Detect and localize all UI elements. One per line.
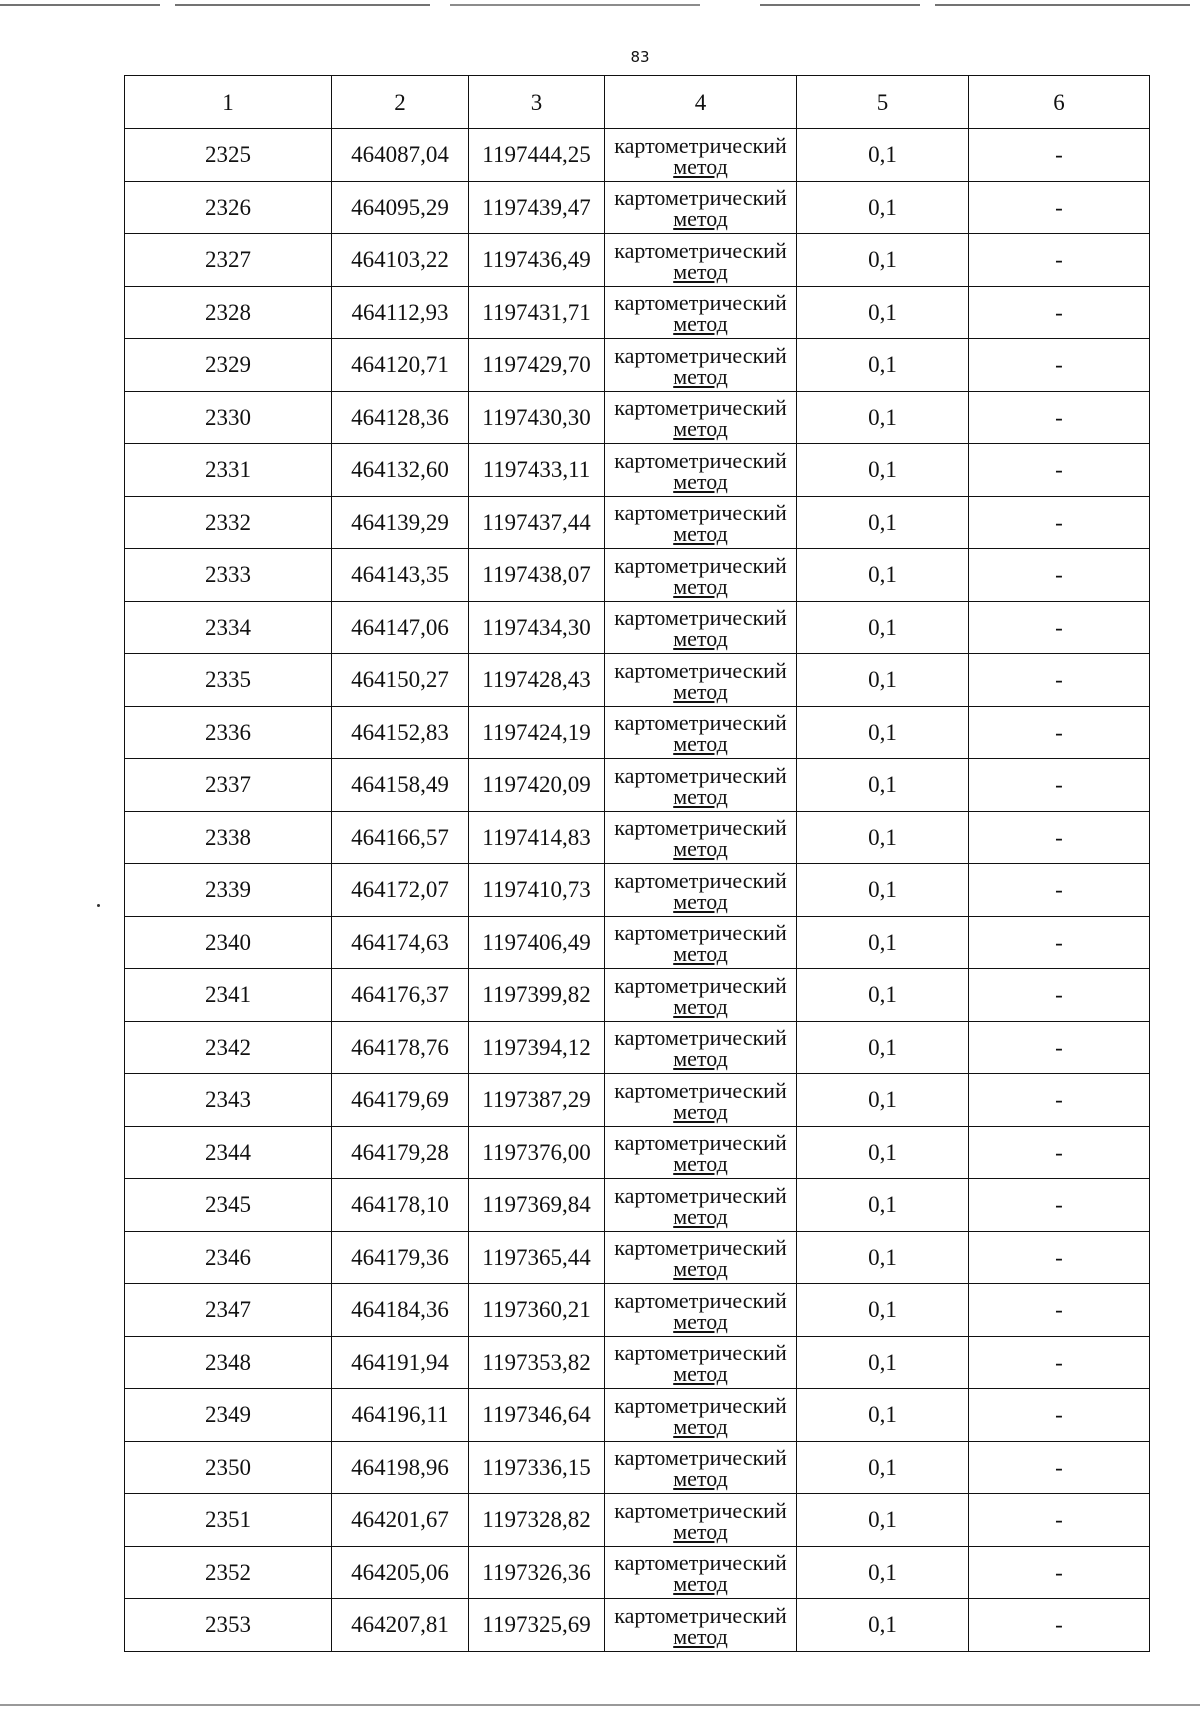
table-row — [125, 1021, 1150, 1074]
y-coordinate-cell: 1197414,83 — [469, 811, 605, 864]
point-number-cell: 2331 — [125, 444, 332, 497]
x-coordinate-cell: 464184,36 — [332, 1284, 469, 1337]
y-coordinate-cell: 1197353,82 — [469, 1336, 605, 1389]
point-number-cell: 2344 — [125, 1126, 332, 1179]
method-line-1: картометрический — [614, 1287, 787, 1313]
table-row — [125, 811, 1150, 864]
y-coordinate-cell: 1197369,84 — [469, 1179, 605, 1232]
description-cell: - — [969, 444, 1150, 497]
point-number-cell: 2326 — [125, 181, 332, 234]
description-cell: - — [969, 601, 1150, 654]
point-number-cell: 2336 — [125, 706, 332, 759]
x-coordinate-cell: 464095,29 — [332, 181, 469, 234]
method-line-1: картометрический — [614, 500, 787, 526]
accuracy-cell: 0,1 — [797, 129, 969, 182]
method-line-2: метод — [673, 993, 728, 1019]
x-coordinate-cell: 464147,06 — [332, 601, 469, 654]
description-cell: - — [969, 811, 1150, 864]
y-coordinate-cell: 1197434,30 — [469, 601, 605, 654]
y-coordinate-cell: 1197444,25 — [469, 129, 605, 182]
coordinates-table — [124, 75, 1150, 1652]
method-line-2: метод — [673, 941, 728, 967]
method-line-2: метод — [673, 1308, 728, 1334]
accuracy-cell: 0,1 — [797, 549, 969, 602]
method-line-1: картометрический — [614, 447, 787, 473]
x-coordinate-cell: 464178,10 — [332, 1179, 469, 1232]
x-coordinate-cell: 464198,96 — [332, 1441, 469, 1494]
y-coordinate-cell: 1197410,73 — [469, 864, 605, 917]
description-cell: - — [969, 706, 1150, 759]
method-line-2: метод — [673, 153, 728, 179]
method-cell — [605, 1441, 797, 1494]
description-cell: - — [969, 549, 1150, 602]
y-coordinate-cell: 1197325,69 — [469, 1599, 605, 1652]
y-coordinate-cell: 1197424,19 — [469, 706, 605, 759]
coordinates-table-wrapper — [124, 75, 1149, 1652]
accuracy-cell: 0,1 — [797, 181, 969, 234]
table-row — [125, 1494, 1150, 1547]
method-line-2: метод — [673, 1046, 728, 1072]
accuracy-cell: 0,1 — [797, 1126, 969, 1179]
description-cell: - — [969, 1074, 1150, 1127]
table-row — [125, 1389, 1150, 1442]
accuracy-cell: 0,1 — [797, 706, 969, 759]
accuracy-cell: 0,1 — [797, 1179, 969, 1232]
y-coordinate-cell: 1197436,49 — [469, 234, 605, 287]
method-line-2: метод — [673, 1151, 728, 1177]
scan-top-rule — [0, 4, 1200, 6]
point-number-cell: 2333 — [125, 549, 332, 602]
method-line-1: картометрический — [614, 972, 787, 998]
method-cell — [605, 1231, 797, 1284]
y-coordinate-cell: 1197439,47 — [469, 181, 605, 234]
table-row — [125, 969, 1150, 1022]
method-line-1: картометрический — [614, 1182, 787, 1208]
method-line-1: картометрический — [614, 1445, 787, 1471]
accuracy-cell: 0,1 — [797, 234, 969, 287]
table-row — [125, 129, 1150, 182]
accuracy-cell: 0,1 — [797, 1389, 969, 1442]
description-cell: - — [969, 339, 1150, 392]
method-cell — [605, 759, 797, 812]
accuracy-cell: 0,1 — [797, 1336, 969, 1389]
table-row — [125, 1126, 1150, 1179]
y-coordinate-cell: 1197394,12 — [469, 1021, 605, 1074]
point-number-cell: 2327 — [125, 234, 332, 287]
method-line-2: метод — [673, 1623, 728, 1649]
method-line-1: картометрический — [614, 1392, 787, 1418]
point-number-cell: 2345 — [125, 1179, 332, 1232]
table-row — [125, 444, 1150, 497]
method-line-1: картометрический — [614, 1340, 787, 1366]
table-row — [125, 1546, 1150, 1599]
method-cell — [605, 864, 797, 917]
table-row — [125, 706, 1150, 759]
method-line-2: метод — [673, 1203, 728, 1229]
x-coordinate-cell: 464120,71 — [332, 339, 469, 392]
accuracy-cell: 0,1 — [797, 1494, 969, 1547]
point-number-cell: 2348 — [125, 1336, 332, 1389]
method-line-1: картометрический — [614, 710, 787, 736]
table-row — [125, 1441, 1150, 1494]
method-line-2: метод — [673, 1098, 728, 1124]
method-line-1: картометрический — [614, 1235, 787, 1261]
method-cell — [605, 1284, 797, 1337]
table-row — [125, 234, 1150, 287]
scan-bottom-rule — [0, 1704, 1200, 1706]
description-cell: - — [969, 234, 1150, 287]
method-cell — [605, 391, 797, 444]
description-cell: - — [969, 1231, 1150, 1284]
method-cell — [605, 339, 797, 392]
table-row — [125, 549, 1150, 602]
table-row — [125, 1599, 1150, 1652]
accuracy-cell: 0,1 — [797, 759, 969, 812]
x-coordinate-cell: 464158,49 — [332, 759, 469, 812]
table-row — [125, 654, 1150, 707]
method-line-1: картометрический — [614, 132, 787, 158]
description-cell: - — [969, 759, 1150, 812]
method-line-1: картометрический — [614, 867, 787, 893]
method-line-2: метод — [673, 258, 728, 284]
column-header-3: 3 — [469, 76, 605, 129]
method-cell — [605, 1546, 797, 1599]
description-cell: - — [969, 1599, 1150, 1652]
table-row — [125, 1284, 1150, 1337]
x-coordinate-cell: 464201,67 — [332, 1494, 469, 1547]
x-coordinate-cell: 464112,93 — [332, 286, 469, 339]
point-number-cell: 2339 — [125, 864, 332, 917]
y-coordinate-cell: 1197328,82 — [469, 1494, 605, 1547]
coordinates-table-body — [125, 76, 1150, 1652]
method-line-2: метод — [673, 573, 728, 599]
table-header-row — [125, 76, 1150, 129]
accuracy-cell: 0,1 — [797, 1441, 969, 1494]
point-number-cell: 2340 — [125, 916, 332, 969]
y-coordinate-cell: 1197428,43 — [469, 654, 605, 707]
accuracy-cell: 0,1 — [797, 864, 969, 917]
description-cell: - — [969, 1389, 1150, 1442]
x-coordinate-cell: 464196,11 — [332, 1389, 469, 1442]
method-cell — [605, 181, 797, 234]
table-row — [125, 916, 1150, 969]
method-cell — [605, 549, 797, 602]
accuracy-cell: 0,1 — [797, 1546, 969, 1599]
description-cell: - — [969, 1126, 1150, 1179]
table-row — [125, 181, 1150, 234]
method-cell — [605, 234, 797, 287]
accuracy-cell: 0,1 — [797, 1284, 969, 1337]
table-row — [125, 286, 1150, 339]
table-row — [125, 1179, 1150, 1232]
point-number-cell: 2325 — [125, 129, 332, 182]
point-number-cell: 2353 — [125, 1599, 332, 1652]
point-number-cell: 2337 — [125, 759, 332, 812]
point-number-cell: 2329 — [125, 339, 332, 392]
accuracy-cell: 0,1 — [797, 654, 969, 707]
accuracy-cell: 0,1 — [797, 339, 969, 392]
method-cell — [605, 1179, 797, 1232]
method-line-1: картометрический — [614, 395, 787, 421]
method-line-2: метод — [673, 363, 728, 389]
y-coordinate-cell: 1197326,36 — [469, 1546, 605, 1599]
method-line-2: метод — [673, 416, 728, 442]
method-line-1: картометрический — [614, 1550, 787, 1576]
x-coordinate-cell: 464205,06 — [332, 1546, 469, 1599]
accuracy-cell: 0,1 — [797, 1231, 969, 1284]
description-cell: - — [969, 1336, 1150, 1389]
point-number-cell: 2328 — [125, 286, 332, 339]
method-line-2: метод — [673, 836, 728, 862]
accuracy-cell: 0,1 — [797, 1021, 969, 1074]
method-cell — [605, 1336, 797, 1389]
description-cell: - — [969, 654, 1150, 707]
method-line-1: картометрический — [614, 1602, 787, 1628]
point-number-cell: 2330 — [125, 391, 332, 444]
method-line-2: метод — [673, 521, 728, 547]
scan-speck — [97, 904, 100, 907]
method-cell — [605, 129, 797, 182]
column-header-6: 6 — [969, 76, 1150, 129]
y-coordinate-cell: 1197429,70 — [469, 339, 605, 392]
column-header-5: 5 — [797, 76, 969, 129]
x-coordinate-cell: 464191,94 — [332, 1336, 469, 1389]
y-coordinate-cell: 1197420,09 — [469, 759, 605, 812]
x-coordinate-cell: 464152,83 — [332, 706, 469, 759]
point-number-cell: 2347 — [125, 1284, 332, 1337]
description-cell: - — [969, 496, 1150, 549]
method-cell — [605, 811, 797, 864]
y-coordinate-cell: 1197399,82 — [469, 969, 605, 1022]
point-number-cell: 2335 — [125, 654, 332, 707]
method-cell — [605, 654, 797, 707]
method-line-1: картометрический — [614, 185, 787, 211]
table-row — [125, 1074, 1150, 1127]
y-coordinate-cell: 1197360,21 — [469, 1284, 605, 1337]
x-coordinate-cell: 464087,04 — [332, 129, 469, 182]
method-line-2: метод — [673, 1256, 728, 1282]
y-coordinate-cell: 1197406,49 — [469, 916, 605, 969]
x-coordinate-cell: 464207,81 — [332, 1599, 469, 1652]
column-header-1: 1 — [125, 76, 332, 129]
table-row — [125, 496, 1150, 549]
method-line-1: картометрический — [614, 605, 787, 631]
table-row — [125, 1336, 1150, 1389]
method-cell — [605, 444, 797, 497]
page-number: 83 — [630, 48, 650, 66]
point-number-cell: 2332 — [125, 496, 332, 549]
table-row — [125, 601, 1150, 654]
method-line-2: метод — [673, 1413, 728, 1439]
y-coordinate-cell: 1197431,71 — [469, 286, 605, 339]
description-cell: - — [969, 1284, 1150, 1337]
point-number-cell: 2350 — [125, 1441, 332, 1494]
accuracy-cell: 0,1 — [797, 1599, 969, 1652]
method-line-1: картометрический — [614, 290, 787, 316]
method-line-1: картометрический — [614, 657, 787, 683]
accuracy-cell: 0,1 — [797, 444, 969, 497]
y-coordinate-cell: 1197387,29 — [469, 1074, 605, 1127]
method-line-1: картометрический — [614, 552, 787, 578]
y-coordinate-cell: 1197433,11 — [469, 444, 605, 497]
description-cell: - — [969, 1441, 1150, 1494]
x-coordinate-cell: 464128,36 — [332, 391, 469, 444]
description-cell: - — [969, 969, 1150, 1022]
method-line-2: метод — [673, 1571, 728, 1597]
y-coordinate-cell: 1197376,00 — [469, 1126, 605, 1179]
accuracy-cell: 0,1 — [797, 496, 969, 549]
x-coordinate-cell: 464174,63 — [332, 916, 469, 969]
method-line-2: метод — [673, 626, 728, 652]
method-line-1: картометрический — [614, 237, 787, 263]
point-number-cell: 2338 — [125, 811, 332, 864]
method-line-2: метод — [673, 1466, 728, 1492]
method-cell — [605, 706, 797, 759]
method-line-2: метод — [673, 783, 728, 809]
method-cell — [605, 286, 797, 339]
x-coordinate-cell: 464139,29 — [332, 496, 469, 549]
point-number-cell: 2351 — [125, 1494, 332, 1547]
method-line-1: картометрический — [614, 920, 787, 946]
y-coordinate-cell: 1197438,07 — [469, 549, 605, 602]
x-coordinate-cell: 464179,36 — [332, 1231, 469, 1284]
accuracy-cell: 0,1 — [797, 811, 969, 864]
method-line-1: картометрический — [614, 1130, 787, 1156]
method-cell — [605, 1599, 797, 1652]
point-number-cell: 2346 — [125, 1231, 332, 1284]
column-header-4: 4 — [605, 76, 797, 129]
accuracy-cell: 0,1 — [797, 916, 969, 969]
x-coordinate-cell: 464179,69 — [332, 1074, 469, 1127]
description-cell: - — [969, 1494, 1150, 1547]
table-row — [125, 339, 1150, 392]
y-coordinate-cell: 1197365,44 — [469, 1231, 605, 1284]
y-coordinate-cell: 1197346,64 — [469, 1389, 605, 1442]
point-number-cell: 2334 — [125, 601, 332, 654]
method-line-2: метод — [673, 888, 728, 914]
method-line-2: метод — [673, 1518, 728, 1544]
point-number-cell: 2342 — [125, 1021, 332, 1074]
method-line-2: метод — [673, 731, 728, 757]
x-coordinate-cell: 464150,27 — [332, 654, 469, 707]
method-cell — [605, 1021, 797, 1074]
description-cell: - — [969, 129, 1150, 182]
description-cell: - — [969, 916, 1150, 969]
method-cell — [605, 969, 797, 1022]
x-coordinate-cell: 464103,22 — [332, 234, 469, 287]
x-coordinate-cell: 464166,57 — [332, 811, 469, 864]
x-coordinate-cell: 464179,28 — [332, 1126, 469, 1179]
accuracy-cell: 0,1 — [797, 391, 969, 444]
y-coordinate-cell: 1197437,44 — [469, 496, 605, 549]
description-cell: - — [969, 181, 1150, 234]
x-coordinate-cell: 464143,35 — [332, 549, 469, 602]
method-cell — [605, 1389, 797, 1442]
x-coordinate-cell: 464132,60 — [332, 444, 469, 497]
description-cell: - — [969, 1021, 1150, 1074]
point-number-cell: 2349 — [125, 1389, 332, 1442]
point-number-cell: 2352 — [125, 1546, 332, 1599]
accuracy-cell: 0,1 — [797, 601, 969, 654]
table-row — [125, 391, 1150, 444]
method-line-2: метод — [673, 311, 728, 337]
table-row — [125, 759, 1150, 812]
x-coordinate-cell: 464176,37 — [332, 969, 469, 1022]
y-coordinate-cell: 1197336,15 — [469, 1441, 605, 1494]
accuracy-cell: 0,1 — [797, 286, 969, 339]
method-line-1: картометрический — [614, 762, 787, 788]
point-number-cell: 2341 — [125, 969, 332, 1022]
description-cell: - — [969, 864, 1150, 917]
x-coordinate-cell: 464178,76 — [332, 1021, 469, 1074]
description-cell: - — [969, 286, 1150, 339]
method-line-1: картометрический — [614, 342, 787, 368]
table-row — [125, 864, 1150, 917]
method-cell — [605, 1494, 797, 1547]
method-line-1: картометрический — [614, 1077, 787, 1103]
method-line-1: картометрический — [614, 815, 787, 841]
method-line-2: метод — [673, 1361, 728, 1387]
column-header-2: 2 — [332, 76, 469, 129]
method-cell — [605, 496, 797, 549]
accuracy-cell: 0,1 — [797, 969, 969, 1022]
method-line-1: картометрический — [614, 1497, 787, 1523]
method-line-2: метод — [673, 678, 728, 704]
x-coordinate-cell: 464172,07 — [332, 864, 469, 917]
method-line-2: метод — [673, 206, 728, 232]
description-cell: - — [969, 1546, 1150, 1599]
method-line-2: метод — [673, 468, 728, 494]
accuracy-cell: 0,1 — [797, 1074, 969, 1127]
method-cell — [605, 1126, 797, 1179]
table-row — [125, 1231, 1150, 1284]
method-cell — [605, 916, 797, 969]
method-cell — [605, 601, 797, 654]
point-number-cell: 2343 — [125, 1074, 332, 1127]
y-coordinate-cell: 1197430,30 — [469, 391, 605, 444]
description-cell: - — [969, 1179, 1150, 1232]
method-cell — [605, 1074, 797, 1127]
description-cell: - — [969, 391, 1150, 444]
method-line-1: картометрический — [614, 1025, 787, 1051]
